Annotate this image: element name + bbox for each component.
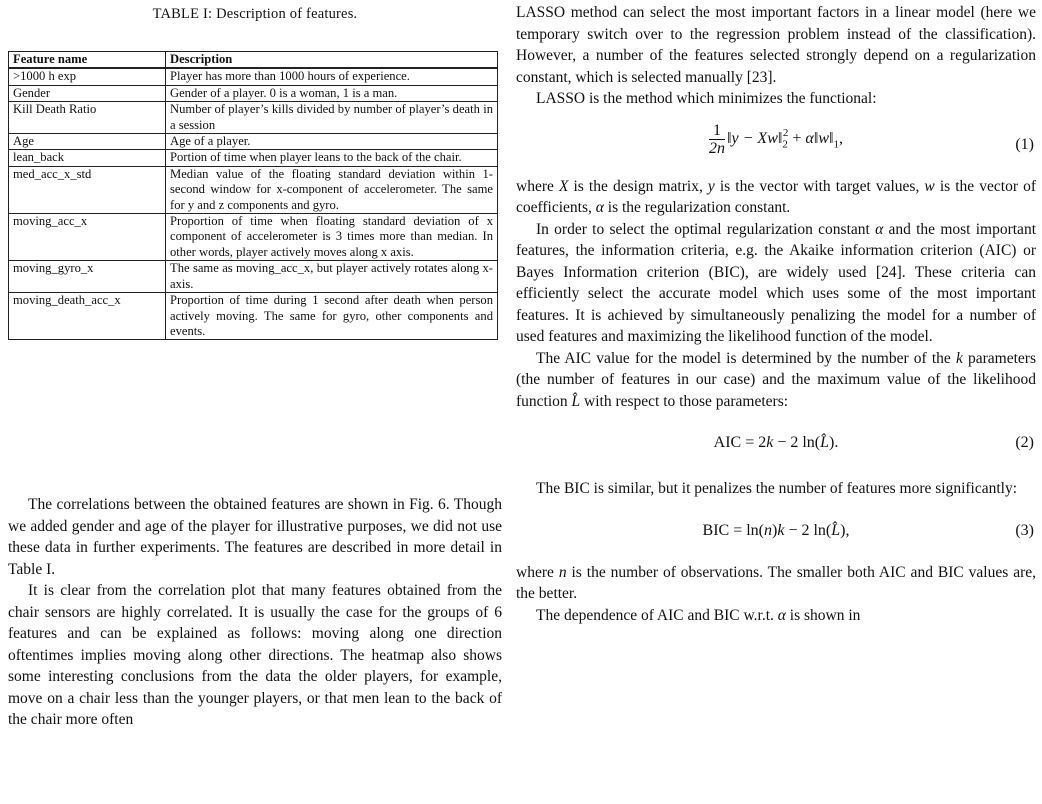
table-row [9, 102, 498, 134]
paragraph-lasso-intro: LASSO method can select the most important factors in a linear model (here we temporary switch over to the regression problem instead of the classification). However, a number of the features selected strongly depend on a regularization constant, which is selected manually [23]. [516, 4, 1036, 86]
table-row [9, 293, 498, 340]
feature-name-cell: moving_gyro_x [9, 261, 166, 293]
equation-1-formula: $\frac{1}{2n}$ ‖y − $Xw‖_2^2$ + $\alpha‖w‖_1$, [709, 121, 843, 157]
equation-1-number: (1) [1015, 135, 1034, 153]
feature-description-cell: The same as moving_acc_x, but player actively rotates along x-axis. [166, 261, 498, 293]
feature-name-cell: moving_acc_x [9, 214, 166, 261]
feature-description-cell: Proportion of time when floating standard deviation of x component of accelerometer is 3 times more than median. In other words, player actively moves along x axis. [166, 214, 498, 261]
paragraph-bic: The BIC is similar, but it penalizes the number of features more significantly: [536, 480, 1018, 497]
equation-2-number: (2) [1015, 434, 1034, 451]
equation-1 [516, 122, 1036, 170]
paragraph-where-n: where n is the number of observations. The smaller both AIC and BIC values are, the better. [516, 563, 1036, 602]
feature-description-cell: Gender of a player. 0 is a woman, 1 is a man. [166, 85, 498, 101]
column-header-feature-name: Feature name [9, 52, 166, 69]
feature-description-cell: Median value of the floating standard deviation within 1-second window for x-component of accelerometer. The same for y and z components and gyro. [166, 166, 498, 213]
table-header-row [9, 52, 498, 69]
feature-description-cell: Player has more than 1000 hours of experience. [166, 68, 498, 85]
equation-2-formula: AIC = 2k − 2 ln(L̂). [713, 434, 839, 451]
table-row [9, 166, 498, 213]
column-header-description: Description [166, 52, 498, 69]
feature-description-cell: Proportion of time during 1 second after death when person actively moving. The same for gyro, other components and events. [166, 293, 498, 340]
equation-3-number: (3) [1015, 521, 1034, 539]
equation-2 [516, 430, 1036, 468]
table-row [9, 68, 498, 85]
paragraph-dependence: The dependence of AIC and BIC w.r.t. α is shown in [536, 606, 861, 624]
right-column [516, 0, 1036, 626]
equation-3-formula: BIC = ln(n)k − 2 ln(L̂), [702, 521, 850, 539]
equation-3 [516, 518, 1036, 556]
feature-name-cell: med_acc_x_std [9, 166, 166, 213]
table-row [9, 214, 498, 261]
table-row [9, 261, 498, 293]
feature-name-cell: >1000 h exp [9, 68, 166, 85]
feature-description-cell: Portion of time when player leans to the back of the chair. [166, 150, 498, 166]
feature-name-cell: Kill Death Ratio [9, 102, 166, 134]
feature-name-cell: moving_death_acc_x [9, 293, 166, 340]
paragraph-information-criteria: In order to select the optimal regularization constant α and the most important features, the information criteria, e.g. the Akaike information criterion (AIC) or Bayes Information criterion (BIC), are widely used [24]. These criteria can efficiently select the accurate model which uses some of the most important features. It is achieved by simultaneously penalizing the model for a number of used features and maximizing the likelihood function of the model. [516, 220, 1036, 345]
feature-description-cell: Age of a player. [166, 134, 498, 150]
table-row [9, 134, 498, 150]
left-column [8, 0, 502, 728]
feature-description-cell: Number of player’s kills divided by number of player’s death in a session [166, 102, 498, 134]
table-caption: TABLE I: Description of features. [152, 6, 358, 22]
paragraph-where-x: where X is the design matrix, y is the vector with target values, w is the vector of coefficients, α is the regularization constant. [516, 177, 1036, 216]
table-row [9, 85, 498, 101]
left-body-text [8, 494, 502, 731]
paragraph-aic: The AIC value for the model is determined by the number of the k parameters (the number of features in our case) and the maximum value of the likelihood function L̂ with respect to those parameters: [516, 349, 1036, 410]
feature-name-cell: lean_back [9, 150, 166, 166]
feature-name-cell: Gender [9, 85, 166, 101]
table-row [9, 150, 498, 166]
features-table [8, 51, 498, 340]
paragraph-correlation-plot: It is clear from the correlation plot that many features obtained from the chair sensors are highly correlated. It is usually the case for the groups of 6 features and can be explained as follows: moving along one direction oftentimes implies moving along other directions. The heatmap also shows some interesting conclusions from the data the older players, for example, move on a chair less than the younger players, or that men lean to the back of the chair more often [8, 582, 502, 728]
feature-name-cell: Age [9, 134, 166, 150]
paragraph-lasso-functional: LASSO is the method which minimizes the functional: [536, 90, 877, 107]
paragraph-correlations: The correlations between the obtained features are shown in Fig. 6. Though we added gender and age of the player for illustrative purposes, we did not use these data in further experiments. The features are described in more detail in Table I. [8, 496, 502, 578]
